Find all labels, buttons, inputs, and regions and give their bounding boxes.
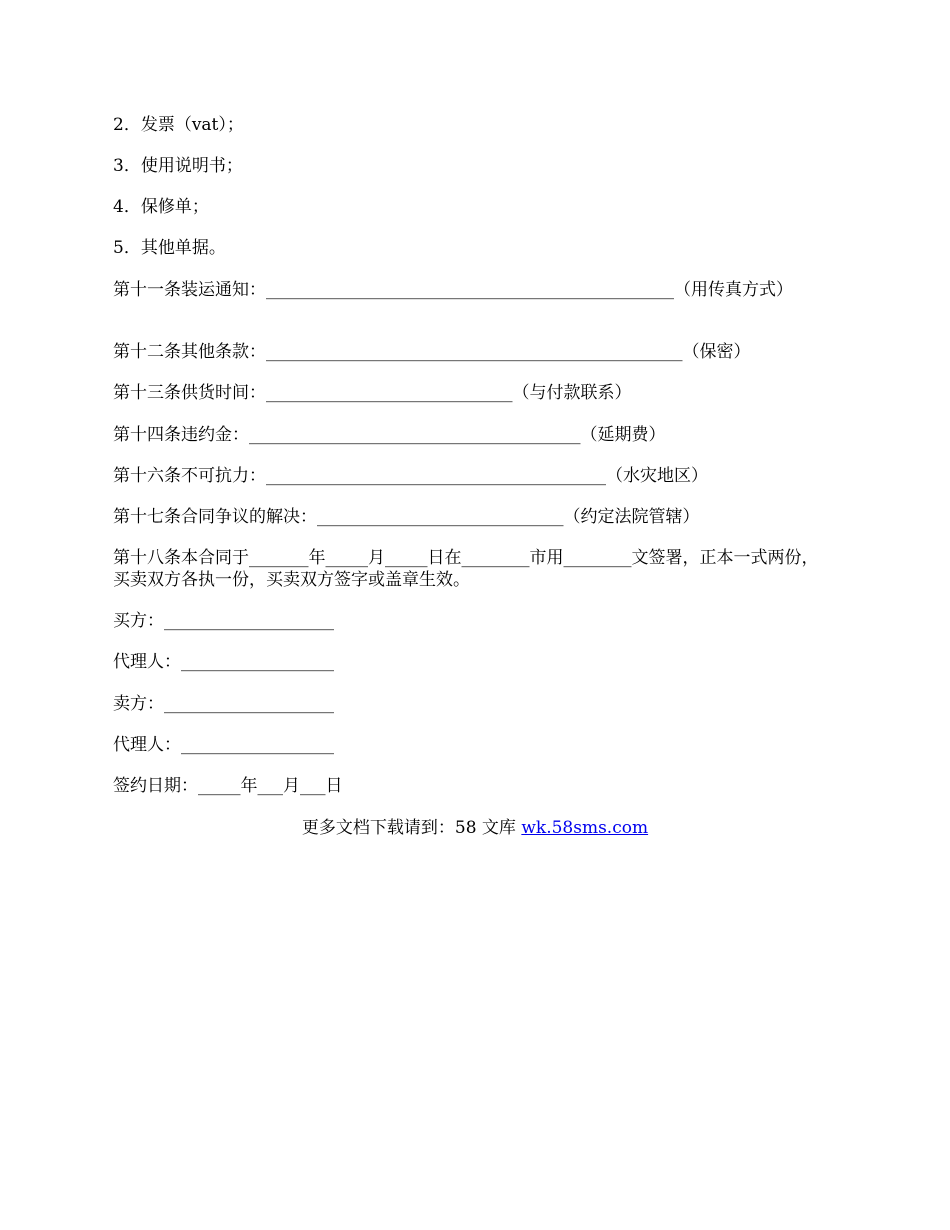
seller-signature-line: 卖方：____________________ — [113, 694, 334, 714]
clause-18-signing: 第十八条本合同于_______年_____月_____日在________市用________文签署，正本一式两份，买卖双方各执一份，买卖双方签字或盖章生效。 — [113, 548, 819, 590]
clause-12-other-terms: 第十二条其他条款：_________________________________________________（保密） — [113, 342, 751, 362]
clause-14-penalty: 第十四条违约金：_______________________________________（延期费） — [113, 425, 666, 445]
footer-link[interactable]: wk.58sms.com — [521, 818, 649, 838]
footer — [0, 817, 950, 839]
list-item-other-docs: 5．其他单据。 — [113, 238, 226, 258]
buyer-agent-signature-line: 代理人：__________________ — [113, 652, 334, 672]
list-item-invoice: 2．发票（vat）； — [113, 115, 244, 135]
clause-13-delivery-time: 第十三条供货时间：_____________________________（与付款联系） — [113, 383, 632, 403]
signing-date-line: 签约日期：_____年___月___日 — [113, 776, 343, 796]
seller-agent-signature-line: 代理人：__________________ — [113, 735, 334, 755]
list-item-warranty: 4．保修单； — [113, 197, 209, 217]
list-item-manual: 3．使用说明书； — [113, 156, 243, 176]
clause-17-dispute-resolution: 第十七条合同争议的解决：_____________________________（约定法院管辖） — [113, 507, 700, 527]
buyer-signature-line: 买方：____________________ — [113, 611, 334, 631]
clause-16-force-majeure: 第十六条不可抗力：________________________________________（水灾地区） — [113, 466, 708, 486]
footer-text: 更多文档下载请到：58 文库 — [301, 818, 522, 838]
clause-11-shipping-notice: 第十一条装运通知：________________________________________________（用传真方式） — [113, 280, 793, 300]
